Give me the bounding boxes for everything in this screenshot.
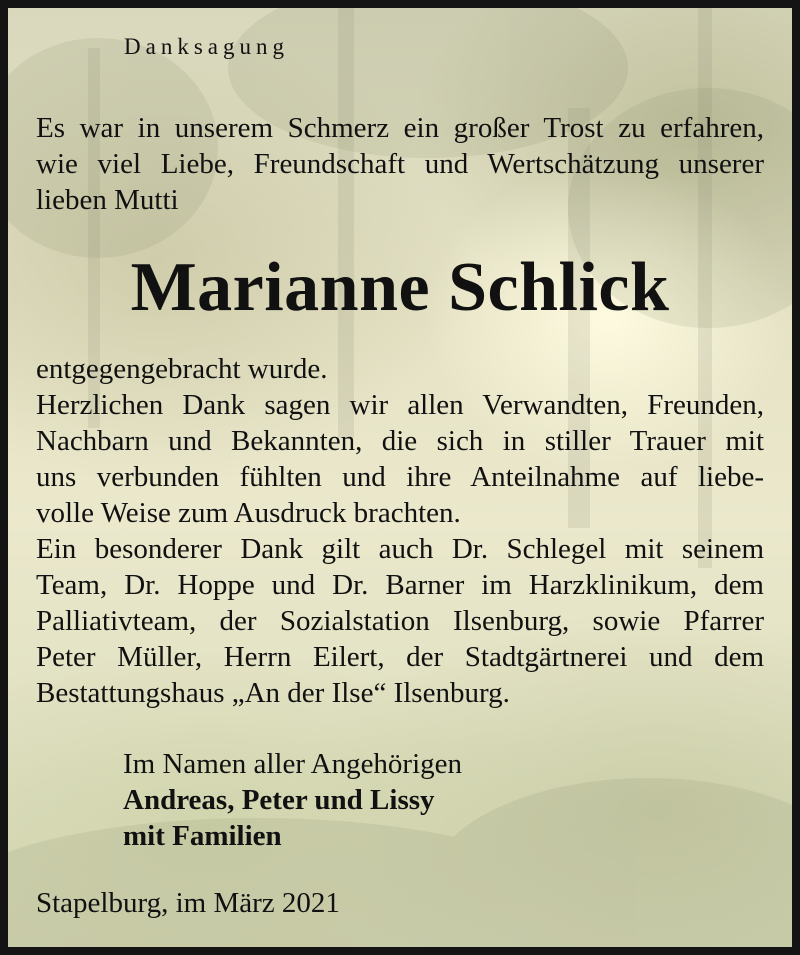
- body-line: Ein besonderer Dank gilt auch Dr. Schlegel mit seinem: [36, 533, 764, 565]
- place-date: Stapelburg, im März 2021: [36, 887, 340, 919]
- body-line: entgegengebracht wurde.: [36, 353, 328, 385]
- body-line: Herzlichen Dank sagen wir allen Verwandten, Freunden,: [36, 389, 764, 421]
- intro-paragraph: [36, 110, 764, 218]
- body-line: Palliativteam, der Sozialstation Ilsenburg, sowie Pfarrer: [36, 605, 764, 637]
- signature-families: mit Familien: [123, 820, 282, 852]
- body-paragraph: [36, 351, 764, 711]
- body-line: Peter Müller, Herrn Eilert, der Stadtgärtnerei und dem: [36, 641, 764, 673]
- body-line: volle Weise zum Ausdruck brachten.: [36, 497, 461, 529]
- intro-line: lieben Mutti: [36, 184, 179, 216]
- body-line: Nachbarn und Bekannten, die sich in stiller Trauer mit: [36, 425, 764, 457]
- deceased-name: Marianne Schlick: [130, 249, 670, 326]
- intro-line: Es war in unserem Schmerz ein großer Trost zu erfahren,: [36, 112, 764, 144]
- notice-title: Danksagung: [124, 34, 289, 59]
- intro-line: wie viel Liebe, Freundschaft und Wertschätzung unserer: [36, 148, 764, 180]
- signature-block: [123, 746, 462, 854]
- body-line: Bestattungshaus „An der Ilse“ Ilsenburg.: [36, 677, 510, 709]
- body-line: uns verbunden fühlten und ihre Anteilnahme auf liebe-: [36, 461, 764, 493]
- signature-intro: Im Namen aller Angehörigen: [123, 748, 463, 780]
- signature-names: Andreas, Peter und Lissy: [123, 784, 435, 816]
- body-line: Team, Dr. Hoppe und Dr. Barner im Harzklinikum, dem: [36, 569, 764, 601]
